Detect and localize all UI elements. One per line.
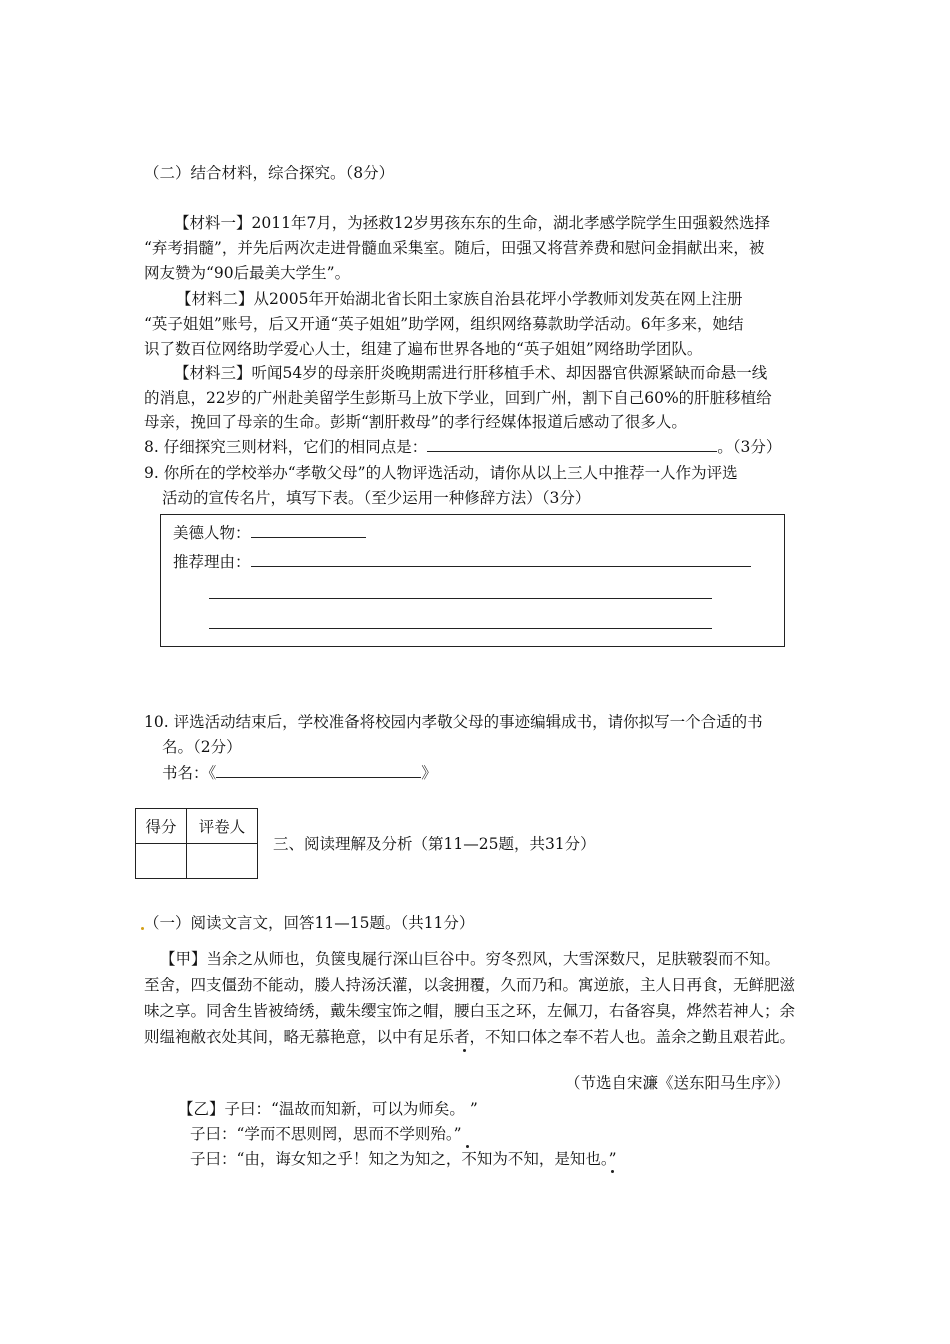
question-10-line2: 名。（2分） [162,738,242,756]
card-person-blank[interactable] [251,523,366,538]
material3-line1: 【材料三】听闻54岁的母亲肝炎晚期需进行肝移植手术、却因器官供源紧缺而命悬一线 [174,364,768,382]
card-person-label: 美德人物： [173,524,251,542]
book-title-row [162,763,437,783]
emphasis-dot [466,1145,469,1148]
score-cell[interactable] [136,844,187,879]
card-reason-line3[interactable] [209,628,712,629]
question-9-line1: 9. 你所在的学校举办“孝敬父母”的人物评选活动，请你从以上三人中推荐一人作为评选 [144,464,738,482]
card-reason-blank[interactable] [251,552,751,567]
material1-line1: 【材料一】2011年7月，为拯救12岁男孩东东的生命，湖北孝感学院学生田强毅然选择 [174,214,771,232]
q8-prefix: 8. 仔细探究三则材料，它们的相同点是： [144,438,428,456]
jia-line2: 至舍，四支僵劲不能动，媵人持汤沃灌，以衾拥覆，久而乃和。寓逆旅，主人日再食，无鲜肥滋 [144,976,796,994]
material3-line3: 母亲，挽回了母亲的生命。彭斯“割肝救母”的孝行经媒体报道后感动了很多人。 [144,413,687,431]
card-reason-label: 推荐理由： [173,553,251,571]
grader-cell[interactable] [187,844,258,879]
yi-line2: 子曰：“学而不思则罔，思而不学则殆。” [190,1125,462,1143]
jia-line3: 味之享。同舍生皆被绮绣，戴朱缨宝饰之帽，腰白玉之环，左佩刀，右备容臭，烨然若神人；余 [144,1002,796,1020]
book-title-blank[interactable] [216,763,421,778]
material2-line1: 【材料二】从2005年开始湖北省长阳土家族自治县花坪小学教师刘发英在网上注册 [176,290,743,308]
q8-answer-blank[interactable] [427,437,717,452]
section2-heading: （二）结合材料，综合探究。（8分） [144,164,395,182]
yi-line1: 【乙】子曰：“温故而知新，可以为师矣。 ” [178,1100,478,1118]
score-header: 得分 [136,809,187,844]
score-table [135,808,258,879]
section3-title: 三、阅读理解及分析（第11—25题，共31分） [273,835,596,853]
book-prefix: 书名：《 [162,764,217,782]
reading1-heading: （一）阅读文言文，回答11—15题。（共11分） [144,914,475,932]
question-8 [144,437,781,457]
material2-line3: 识了数百位网络助学爱心人士，组建了遍布世界各地的“英子姐姐”网络助学团队。 [144,340,703,358]
promo-card [160,514,785,647]
card-reason-line2[interactable] [209,598,712,599]
material2-line2: “英子姐姐”账号，后又开通“英子姐姐”助学网，组织网络募款助学活动。6年多来，她结 [144,315,744,333]
question-9-line2: 活动的宣传名片，填写下表。（至少运用一种修辞方法）（3分） [162,489,591,507]
question-10-line1: 10. 评选活动结束后，学校准备将校园内孝敬父母的事迹编辑成书，请你拟写一个合适的书 [144,713,763,731]
card-reason-row [173,552,751,572]
yi-line3: 子曰：“由，诲女知之乎！知之为知之，不知为不知，是知也。” [190,1150,617,1168]
material1-line2: “弃考捐髓”，并先后两次走进骨髓血采集室。随后，田强又将营养费和慰问金捐献出来，被 [144,239,765,257]
book-suffix: 》 [421,764,437,782]
jia-line4: 则缊袍敝衣处其间，略无慕艳意，以中有足乐者，不知口体之奉不若人也。盖余之勤且艰若此。 [144,1028,796,1046]
grader-header: 评卷人 [187,809,258,844]
material1-line3: 网友赞为“90后最美大学生”。 [144,264,351,282]
q8-suffix: 。（3分） [717,438,782,456]
jia-line1: 【甲】当余之从师也，负箧曳屣行深山巨谷中。穷冬烈风，大雪深数尺，足肤皲裂而不知。 [160,950,781,968]
jia-source: （节选自宋濂《送东阳马生序》） [565,1074,790,1092]
emphasis-dot [611,1170,614,1173]
card-person-row [173,523,366,543]
material3-line2: 的消息，22岁的广州赴美留学生彭斯马上放下学业，回到广州，割下自己60%的肝脏移植给 [144,389,772,407]
emphasis-dot [463,1049,466,1052]
